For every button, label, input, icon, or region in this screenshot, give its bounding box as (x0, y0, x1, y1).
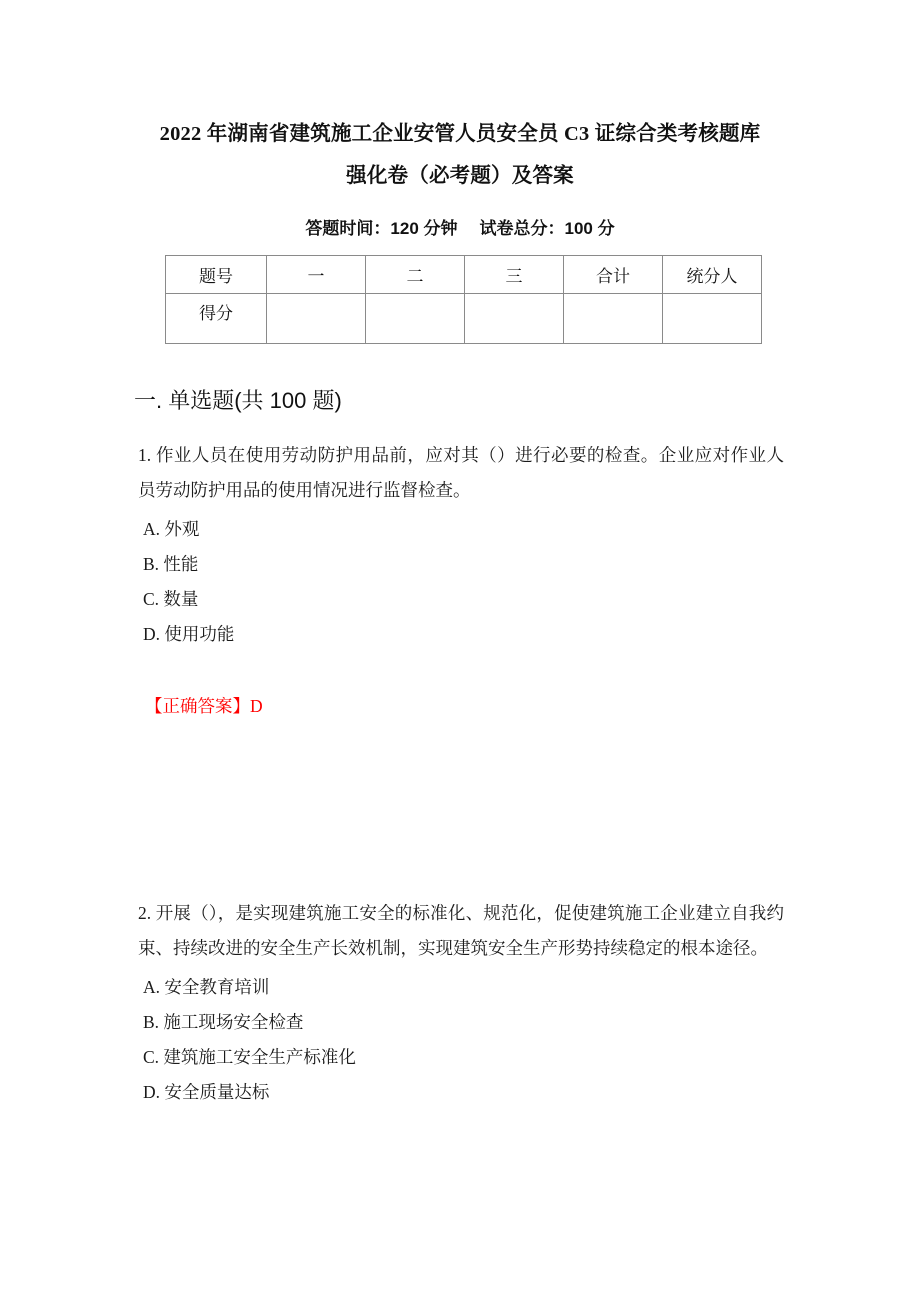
score-row-label: 得分 (166, 294, 267, 344)
option-d[interactable]: D. 安全质量达标 (143, 1082, 270, 1102)
table-header-cell: 题号 (166, 256, 267, 294)
table-header-cell: 三 (465, 256, 564, 294)
exam-meta (138, 216, 782, 242)
option-a[interactable]: A. 外观 (143, 519, 200, 539)
option-a[interactable]: A. 安全教育培训 (143, 977, 270, 997)
section-heading-single-choice: 一. 单选题(共 100 题) (134, 388, 342, 413)
option-b[interactable]: B. 施工现场安全检查 (143, 1012, 304, 1032)
score-cell[interactable] (366, 294, 465, 344)
question-text: 2. 开展（），是实现建筑施工安全的标准化、规范化，促使建筑施工企业建立自我约束、持续改进的安全生产长效机制，实现建筑安全生产形势持续稳定的根本途径。 (138, 903, 784, 958)
table-row-headers (166, 256, 762, 294)
score-cell[interactable] (663, 294, 762, 344)
table-row (166, 294, 762, 344)
table-header-cell: 统分人 (663, 256, 762, 294)
exam-total-score-label: 试卷总分：100 分 (479, 219, 615, 238)
score-table-wrapper (165, 255, 755, 344)
table-header-cell: 一 (267, 256, 366, 294)
document-title (138, 113, 782, 197)
option-d[interactable]: D. 使用功能 (143, 624, 235, 644)
score-table (165, 255, 762, 344)
option-list (138, 512, 784, 652)
score-cell[interactable] (267, 294, 366, 344)
option-b[interactable]: B. 性能 (143, 554, 199, 574)
title-line-1: 2022 年湖南省建筑施工企业安管人员安全员 C3 证综合类考核题库 (159, 123, 761, 145)
option-list (138, 970, 784, 1110)
title-line-2: 强化卷（必考题）及答案 (346, 165, 574, 187)
option-c[interactable]: C. 数量 (143, 589, 199, 609)
question-block (138, 896, 784, 1110)
score-cell[interactable] (465, 294, 564, 344)
table-header-cell: 合计 (564, 256, 663, 294)
correct-answer: 【正确答案】D (145, 696, 263, 716)
table-header-cell: 二 (366, 256, 465, 294)
option-c[interactable]: C. 建筑施工安全生产标准化 (143, 1047, 356, 1067)
exam-time-label: 答题时间：120 分钟 (305, 219, 458, 238)
score-cell[interactable] (564, 294, 663, 344)
question-text: 1. 作业人员在使用劳动防护用品前，应对其（）进行必要的检查。企业应对作业人员劳动防护用品的使用情况进行监督检查。 (138, 445, 784, 500)
question-block (138, 438, 784, 652)
